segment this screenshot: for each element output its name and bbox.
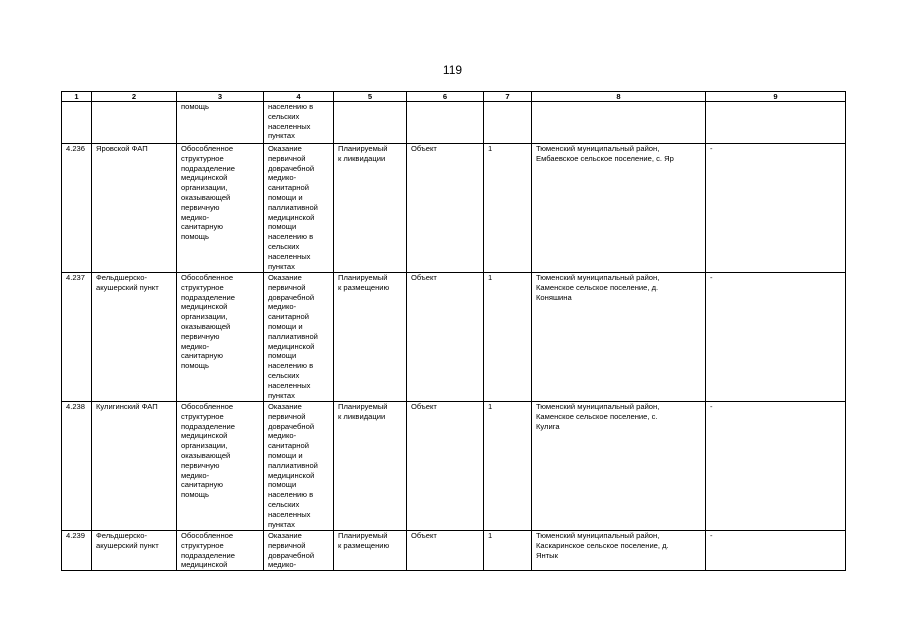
table-row (62, 531, 846, 571)
column-header-2: 2 (92, 92, 177, 102)
cell-number: 4.238 (62, 402, 92, 531)
column-header-7: 7 (484, 92, 532, 102)
cell-number (62, 102, 92, 144)
cell-location: Тюменский муниципальный район, Каскаринское сельское поселение, д. Янтык (532, 531, 706, 571)
cell-location (532, 102, 706, 144)
cell-location: Тюменский муниципальный район, Каменское сельское поселение, с. Кулига (532, 402, 706, 531)
cell-name: Фельдшерско- акушерский пункт (92, 531, 177, 571)
objects-table (61, 91, 846, 571)
cell-status: Планируемый к размещению (334, 273, 407, 402)
cell-unit (407, 102, 484, 144)
cell-status: Планируемый к ликвидации (334, 402, 407, 531)
cell-purpose: Оказание первичной доврачебной медико- санитарной помощи и паллиативной медицинской помощи населению в сельских населенных пунктах (264, 144, 334, 273)
cell-type: Обособленное структурное подразделение медицинской организации, оказывающей первичную медико- санитарную помощь (177, 402, 264, 531)
column-header-4: 4 (264, 92, 334, 102)
cell-unit: Объект (407, 273, 484, 402)
cell-unit: Объект (407, 144, 484, 273)
cell-quantity (484, 102, 532, 144)
page-number: 119 (442, 63, 463, 77)
cell-name (92, 102, 177, 144)
cell-location: Тюменский муниципальный район, Каменское сельское поселение, д. Коняшина (532, 273, 706, 402)
cell-quantity: 1 (484, 531, 532, 571)
cell-status (334, 102, 407, 144)
header-row (62, 92, 846, 102)
cell-type: помощь (177, 102, 264, 144)
cell-quantity: 1 (484, 273, 532, 402)
cell-status: Планируемый к размещению (334, 531, 407, 571)
cell-type: Обособленное структурное подразделение медицинской организации, оказывающей первичную медико- санитарную помощь (177, 144, 264, 273)
cell-name: Фельдшерско- акушерский пункт (92, 273, 177, 402)
table-row (62, 144, 846, 273)
cell-type: Обособленное структурное подразделение медицинской организации, оказывающей первичную медико- санитарную помощь (177, 273, 264, 402)
column-header-6: 6 (407, 92, 484, 102)
cell-zone: - (706, 402, 846, 531)
table-row (62, 402, 846, 531)
cell-unit: Объект (407, 531, 484, 571)
cell-purpose: Оказание первичной доврачебной медико- санитарной помощи и паллиативной медицинской помощи населению в сельских населенных пунктах (264, 273, 334, 402)
cell-purpose: Оказание первичной доврачебной медико- санитарной помощи и паллиативной медицинской помощи населению в сельских населенных пунктах (264, 402, 334, 531)
column-header-9: 9 (706, 92, 846, 102)
cell-name: Кулигинский ФАП (92, 402, 177, 531)
cell-name: Яровской ФАП (92, 144, 177, 273)
cell-quantity: 1 (484, 144, 532, 273)
cell-unit: Объект (407, 402, 484, 531)
cell-zone: - (706, 273, 846, 402)
cell-purpose: Оказание первичной доврачебной медико- (264, 531, 334, 571)
table-row (62, 102, 846, 144)
cell-location: Тюменский муниципальный район, Ембаевское сельское поселение, с. Яр (532, 144, 706, 273)
column-header-3: 3 (177, 92, 264, 102)
cell-number: 4.237 (62, 273, 92, 402)
cell-number: 4.236 (62, 144, 92, 273)
cell-zone (706, 102, 846, 144)
cell-type: Обособленное структурное подразделение медицинской (177, 531, 264, 571)
cell-zone: - (706, 144, 846, 273)
table-row (62, 273, 846, 402)
column-header-5: 5 (334, 92, 407, 102)
cell-purpose: населению в сельских населенных пунктах (264, 102, 334, 144)
column-header-1: 1 (62, 92, 92, 102)
cell-number: 4.239 (62, 531, 92, 571)
cell-status: Планируемый к ликвидации (334, 144, 407, 273)
column-header-8: 8 (532, 92, 706, 102)
cell-zone: - (706, 531, 846, 571)
cell-quantity: 1 (484, 402, 532, 531)
